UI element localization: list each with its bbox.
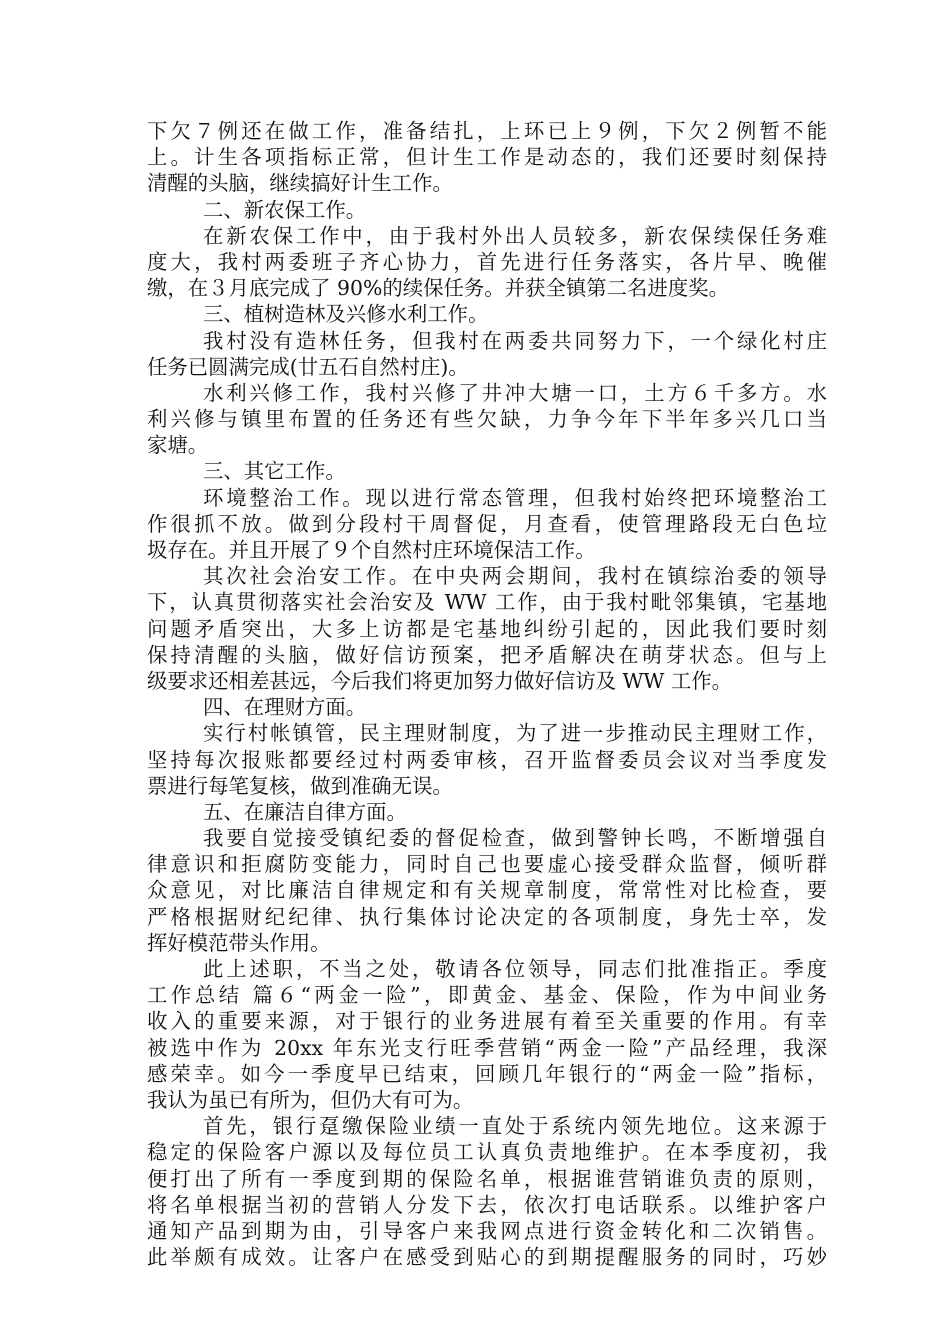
text-line: 严格根据财纪纪律、执行集体讨论决定的各项制度，身先士卒，发 <box>147 904 827 929</box>
text-line: 我认为虽已有所为，但仍大有可为。 <box>147 1087 474 1112</box>
text-line: 收入的重要来源，对于银行的业务进展有着至关重要的作用。有幸 <box>147 1009 827 1034</box>
text-line: 作很抓不放。做到分段村干周督促，月查看，使管理路段无白色垃 <box>147 511 827 536</box>
text-line: 坚持每次报账都要经过村两委审核，召开监督委员会议对当季度发 <box>147 747 827 772</box>
text-line: 实行村帐镇管，民主理财制度，为了进一步推动民主理财工作， <box>203 721 827 746</box>
text-line: 律意识和拒腐防变能力，同时自己也要虚心接受群众监督，倾听群 <box>147 852 827 877</box>
text-line: 缴，在３月底完成了 90%的续保任务。并获全镇第二名进度奖。 <box>147 276 729 301</box>
text-line: 度大，我村两委班子齐心协力，首先进行任务落实，各片早、晚催 <box>147 249 827 274</box>
text-line: 此上述职，不当之处，敬请各位领导，同志们批准指正。季度 <box>203 957 827 981</box>
text-line: 此举颇有成效。让客户在感受到贴心的到期提醒服务的同时，巧妙 <box>147 1245 827 1270</box>
text-line: 上。计生各项指标正常，但计生工作是动态的，我们还要时刻保持 <box>147 145 827 170</box>
text-line: 挥好模范带头作用。 <box>147 930 331 955</box>
text-line: 水利兴修工作，我村兴修了井冲大塘一口，土方６千多方。水 <box>203 380 827 405</box>
text-line: 在新农保工作中，由于我村外出人员较多，新农保续保任务难 <box>203 223 827 248</box>
text-line: 通知产品到期为由，引导客户来我网点进行资金转化和二次销售。 <box>147 1218 827 1243</box>
text-line: 稳定的保险客户源以及每位员工认真负责地维护。在本季度初，我 <box>147 1140 827 1165</box>
text-line: 三、植树造林及兴修水利工作。 <box>203 302 489 327</box>
text-line: 圾存在。并且开展了９个自然村庄环境保洁工作。 <box>147 538 596 562</box>
text-line: 众意见，对比廉洁自律规定和有关规章制度，常常性对比检查，要 <box>147 878 827 903</box>
text-line: 便打出了所有一季度到期的保险名单，根据谁营销谁负责的原则， <box>147 1166 827 1191</box>
text-line: 我要自觉接受镇纪委的督促检查，做到警钟长鸣，不断增强自 <box>203 826 827 851</box>
text-line: 利兴修与镇里布置的任务还有些欠缺，力争今年下半年多兴几口当 <box>147 407 827 432</box>
text-line: 下，认真贯彻落实社会治安及 WW 工作，由于我村毗邻集镇，宅基地 <box>147 590 827 615</box>
text-line: 其次社会治安工作。在中央两会期间，我村在镇综治委的领导 <box>203 564 827 589</box>
text-line: 工作总结 篇６“两金一险”，即黄金、基金、保险，作为中间业务 <box>147 983 827 1008</box>
text-line: 首先，银行趸缴保险业绩一直处于系统内领先地位。这来源于 <box>203 1114 827 1139</box>
text-line: 五、在廉洁自律方面。 <box>203 799 407 824</box>
text-line: 环境整治工作。现以进行常态管理，但我村始终把环境整治工 <box>203 485 827 510</box>
text-line: 任务已圆满完成(廿五石自然村庄)。 <box>147 354 469 379</box>
text-line: 票进行每笔复核，做到准确无误。 <box>147 773 453 798</box>
text-line: 三、其它工作。 <box>203 459 346 484</box>
text-line: 级要求还相差甚远，今后我们将更加努力做好信访及 WW 工作。 <box>147 668 733 693</box>
text-line: 感荣幸。如今一季度早已结束，回顾几年银行的“两金一险”指标， <box>147 1061 827 1086</box>
text-line: 二、新农保工作。 <box>203 197 367 222</box>
document-body <box>147 118 827 1270</box>
text-line: 问题矛盾突出，大多上访都是宅基地纠纷引起的，因此我们要时刻 <box>147 616 827 641</box>
text-line: 家塘。 <box>147 433 209 458</box>
text-line: 我村没有造林任务，但我村在两委共同努力下，一个绿化村庄 <box>203 328 827 353</box>
text-line: 将名单根据当初的营销人分发下去，依次打电话联系。以维护客户 <box>147 1192 827 1217</box>
text-line: 下欠７例还在做工作，准备结扎，上环已上９例，下欠２例暂不能 <box>147 119 827 143</box>
text-line: 清醒的头脑，继续搞好计生工作。 <box>147 171 453 196</box>
text-line: 四、在理财方面。 <box>203 695 367 720</box>
text-line: 保持清醒的头脑，做好信访预案，把矛盾解决在萌芽状态。但与上 <box>147 642 827 667</box>
text-line: 被选中作为 20xx 年东光支行旺季营销“两金一险”产品经理，我深 <box>147 1035 827 1060</box>
